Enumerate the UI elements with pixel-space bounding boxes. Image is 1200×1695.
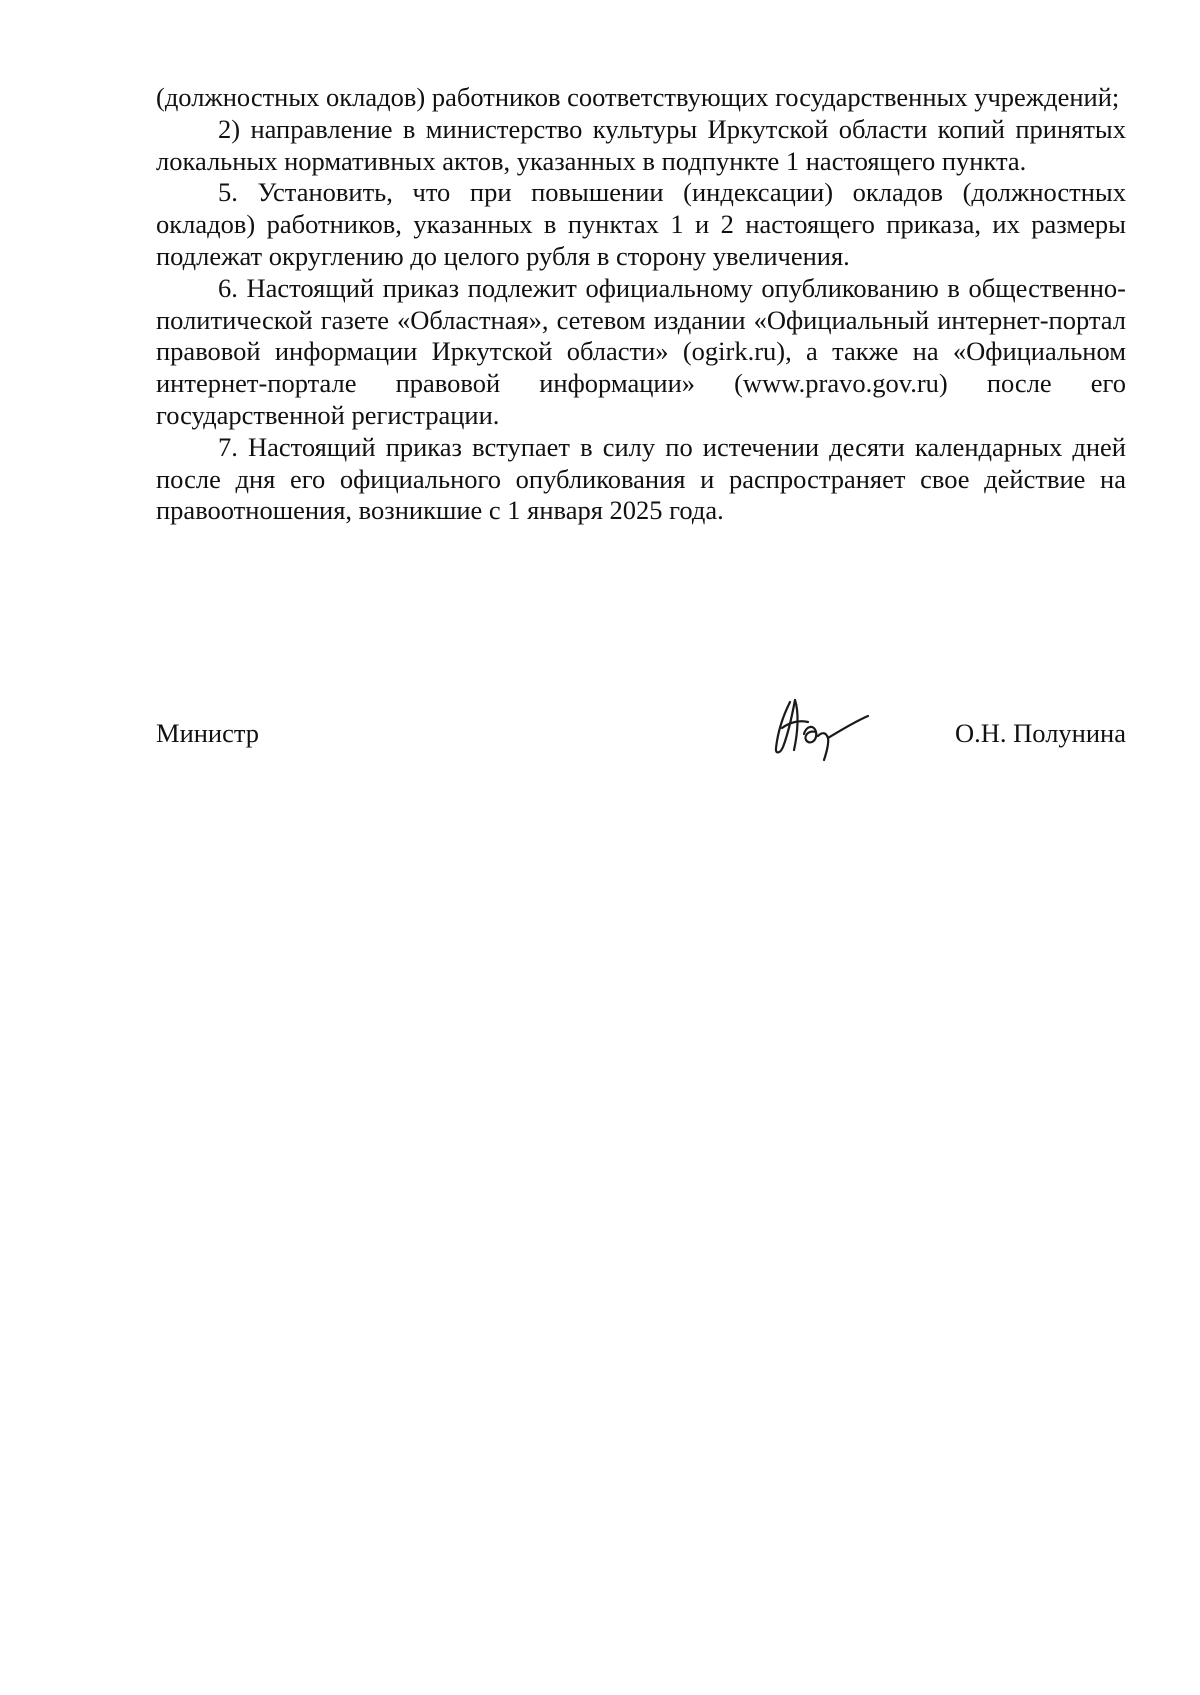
paragraph-item-6: 6. Настоящий приказ подлежит официальному опубликованию в общественно-политической газете «Областная», сетевом издании «Официальный интернет-портал правовой информации Иркутской области» (ogirk.ru), а также на «Официальном интернет-портале правовой информации» (www.pravo.gov.ru) после его государственной регистрации. <box>156 272 1126 430</box>
paragraph-item-5: 5. Установить, что при повышении (индексации) окладов (должностных окладов) работников, указанных в пунктах 1 и 2 настоящего приказа, их размеры подлежат округлению до целого рубля в сторону увеличения. <box>156 177 1126 271</box>
signer-title: Министр <box>156 718 260 748</box>
paragraph-subitem-2: 2) направление в министерство культуры Иркутской области копий принятых локальных нормативных актов, указанных в подпункте 1 настоящего пункта. <box>156 113 1126 176</box>
paragraph-item-7: 7. Настоящий приказ вступает в силу по истечении десяти календарных дней после дня его официального опубликования и распространяет свое действие на правоотношения, возникшие с 1 января 2025 года. <box>156 431 1126 526</box>
document-body <box>156 82 1126 527</box>
paragraph-continuation: (должностных окладов) работников соответствующих государственных учреждений; <box>156 82 1120 112</box>
signature-block <box>156 714 1126 774</box>
handwritten-signature-icon <box>768 692 878 764</box>
signer-name: О.Н. Полунина <box>955 718 1126 748</box>
